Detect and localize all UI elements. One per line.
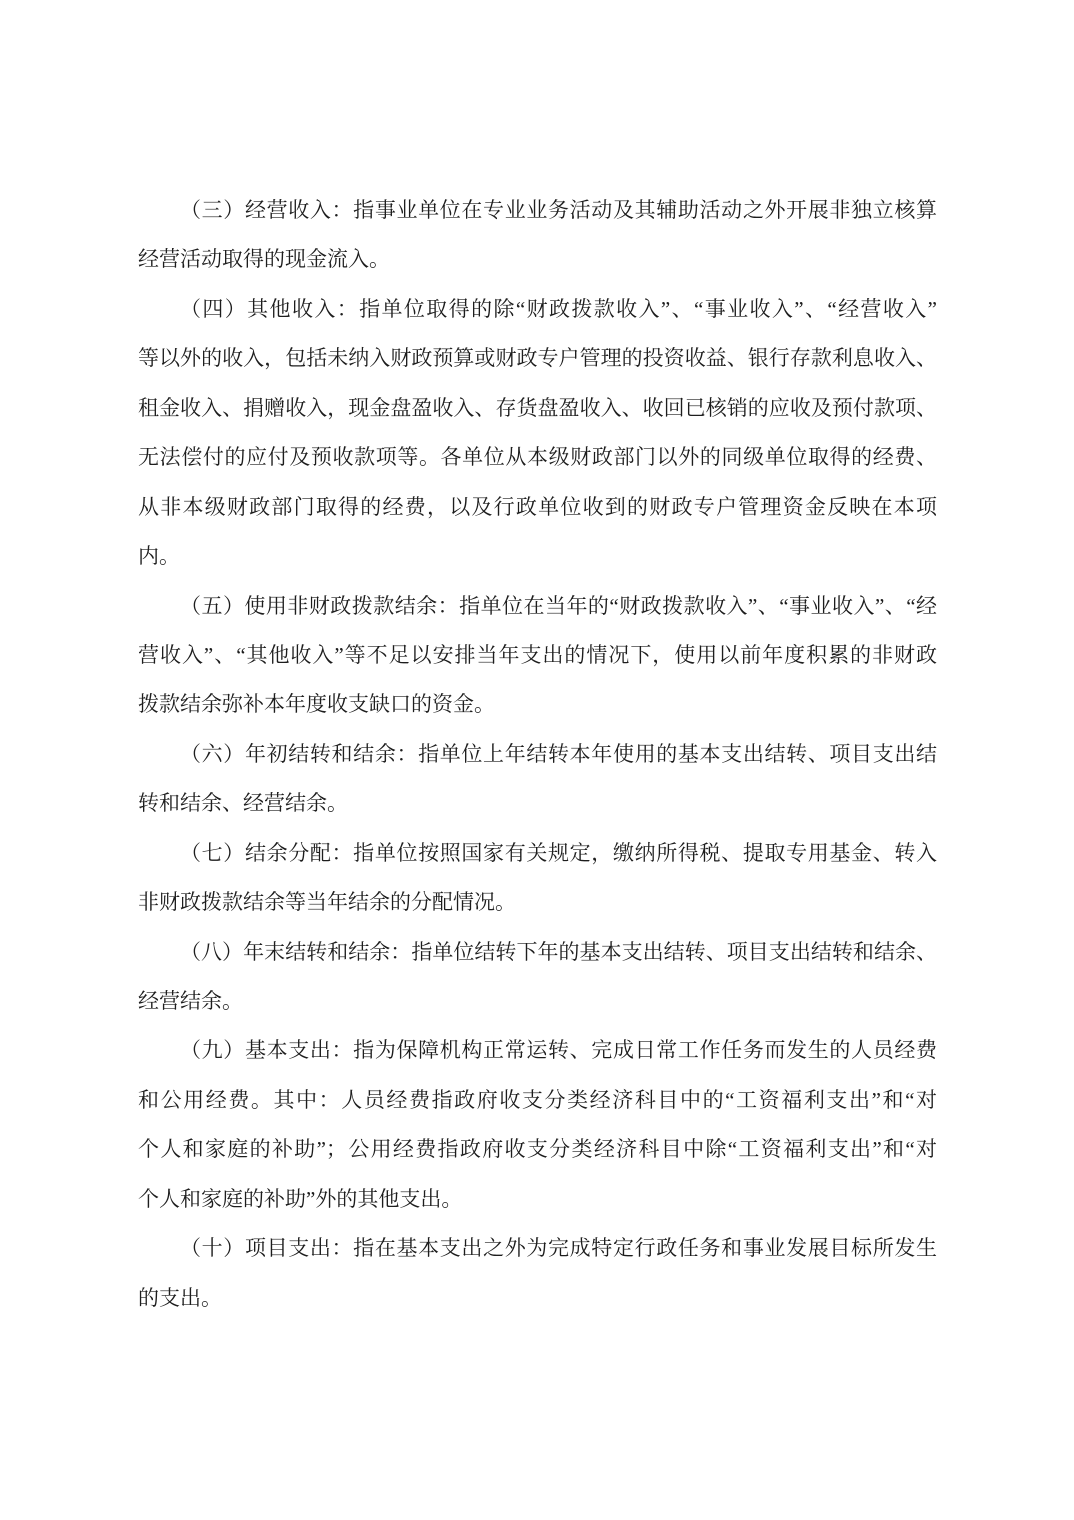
paragraph-10 bbox=[138, 1224, 937, 1323]
text-line: 的支出。 bbox=[138, 1285, 222, 1310]
text-line: 转和结余、经营结余。 bbox=[138, 791, 348, 816]
text-line: （十）项目支出：指在基本支出之外为完成特定行政任务和事业发展目标所发生 bbox=[180, 1236, 937, 1261]
paragraph-9 bbox=[138, 1026, 937, 1224]
paragraph-6 bbox=[138, 730, 937, 829]
paragraph-7 bbox=[138, 829, 937, 928]
text-line: （六）年初结转和结余：指单位上年结转本年使用的基本支出结转、项目支出结 bbox=[180, 741, 937, 766]
text-line: （三）经营收入：指事业单位在专业业务活动及其辅助活动之外开展非独立核算 bbox=[180, 198, 937, 222]
paragraph-3 bbox=[138, 186, 937, 285]
text-block bbox=[138, 186, 937, 1323]
text-line: （五）使用非财政拨款结余：指单位在当年的“财政拨款收入”、“事业收入”、“经 bbox=[180, 593, 937, 618]
text-line: 经营结余。 bbox=[138, 989, 243, 1013]
text-line: 个人和家庭的补助”；公用经费指政府收支分类经济科目中除“工资福利支出”和“对 bbox=[138, 1137, 937, 1162]
text-line: （四）其他收入：指单位取得的除“财政拨款收入”、“事业收入”、“经营收入” bbox=[180, 296, 937, 321]
paragraph-5 bbox=[138, 582, 937, 730]
paragraph-8 bbox=[138, 928, 937, 1027]
text-line: 营收入”、“其他收入”等不足以安排当年支出的情况下，使用以前年度积累的非财政 bbox=[138, 642, 937, 667]
text-line: （九）基本支出：指为保障机构正常运转、完成日常工作任务而发生的人员经费 bbox=[180, 1038, 937, 1063]
text-line: 无法偿付的应付及预收款项等。各单位从本级财政部门以外的同级单位取得的经费、 bbox=[138, 445, 937, 470]
paragraph-4 bbox=[138, 285, 937, 582]
text-line: 经营活动取得的现金流入。 bbox=[138, 247, 390, 272]
text-line: （七）结余分配：指单位按照国家有关规定，缴纳所得税、提取专用基金、转入 bbox=[180, 840, 937, 865]
text-line: 租金收入、捐赠收入，现金盘盈收入、存货盘盈收入、收回已核销的应收及预付款项、 bbox=[138, 395, 937, 420]
text-line: 拨款结余弥补本年度收支缺口的资金。 bbox=[138, 692, 495, 717]
text-line: 从非本级财政部门取得的经费，以及行政单位收到的财政专户管理资金反映在本项 bbox=[138, 494, 937, 519]
text-line: 个人和家庭的补助”外的其他支出。 bbox=[138, 1186, 463, 1211]
text-line: 内。 bbox=[138, 544, 180, 569]
text-line: 等以外的收入，包括未纳入财政预算或财政专户管理的投资收益、银行存款利息收入、 bbox=[138, 346, 937, 371]
text-line: （八）年末结转和结余：指单位结转下年的基本支出结转、项目支出结转和结余、 bbox=[180, 939, 937, 964]
text-line: 和公用经费。其中：人员经费指政府收支分类经济科目中的“工资福利支出”和“对 bbox=[138, 1087, 937, 1112]
text-line: 非财政拨款结余等当年结余的分配情况。 bbox=[138, 890, 516, 915]
